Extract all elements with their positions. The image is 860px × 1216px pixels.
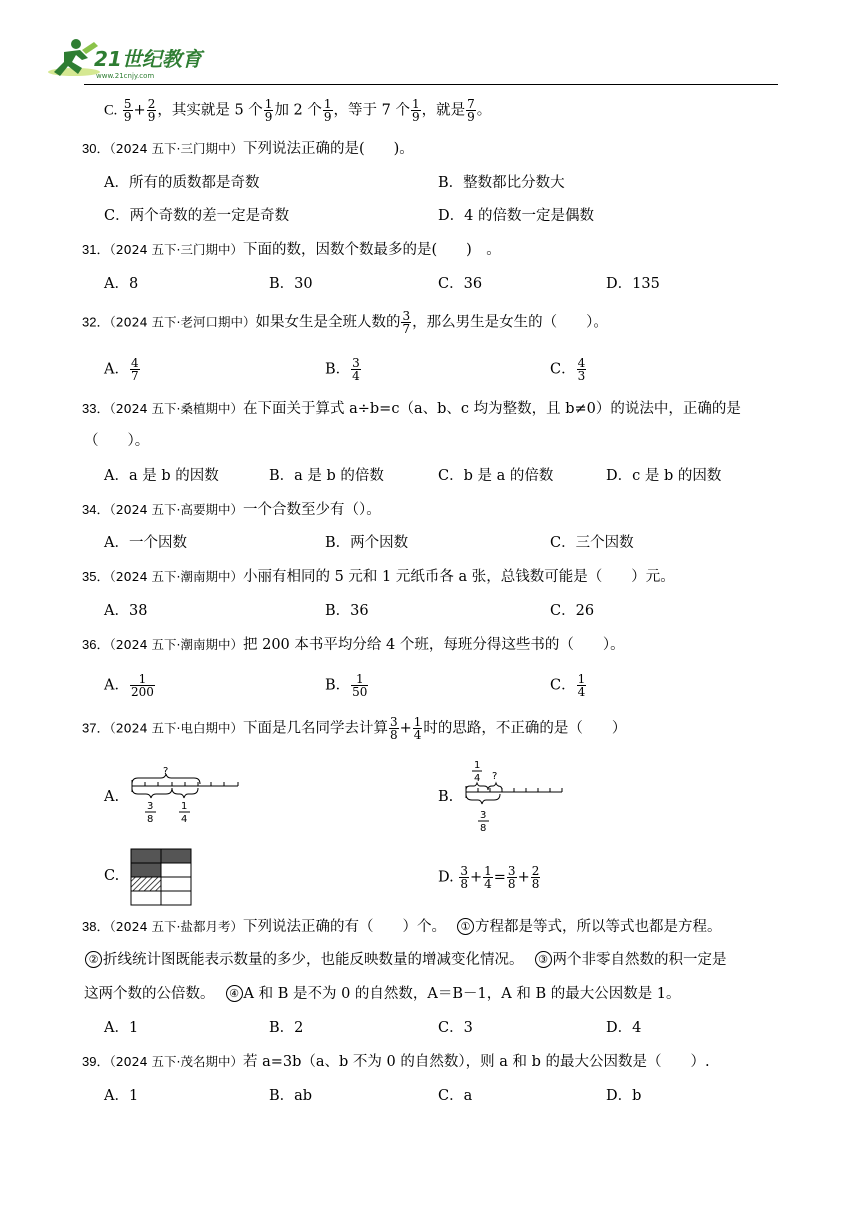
q33-option-a: A．a 是 b 的因数 (104, 468, 219, 484)
q37-option-c-grid (130, 848, 192, 906)
fraction: $\frac{5}{9}$ (123, 97, 132, 124)
q39-option-a: A．1 (104, 1088, 139, 1104)
svg-text:1: 1 (181, 801, 188, 812)
svg-text:8: 8 (147, 814, 154, 824)
fraction: $\frac{1}{9}$ (264, 97, 273, 124)
svg-text:8: 8 (480, 823, 487, 834)
fraction: $\frac{1}{4}$ (413, 715, 422, 742)
question-33-cont: （ ）。 (84, 433, 150, 449)
q37-option-a-label: A. (104, 789, 120, 805)
q37-option-b-label: B. (438, 789, 454, 805)
q38-option-d: D．4 (606, 1020, 642, 1036)
q31-option-b: B．30 (269, 276, 313, 292)
q35-option-b: B．36 (325, 603, 369, 619)
q38-option-a: A．1 (104, 1020, 139, 1036)
q39-option-c: C．a (438, 1088, 473, 1104)
q30-option-c: C．两个奇数的差一定是奇数 (104, 208, 290, 224)
question-36: 36．（2024 五下·潮南期中）把 200 本书平均分给 4 个班，每班分得这些书的（ ）。 (82, 637, 625, 653)
svg-text:3: 3 (147, 801, 154, 812)
svg-text:3: 3 (480, 810, 487, 821)
q30-option-a: A．所有的质数都是奇数 (104, 175, 260, 191)
q29-option-c: C. $\frac{5}{9}$ + $\frac{2}{9}$ ，其实就是 5 个 $\frac{1}{9}$ 加 2 个 $\frac{1}{9}$ ，等于 7 个 $\frac{1}{9}$ ，就是 $\frac{7}{9}$ 。 (104, 97, 492, 124)
fraction: $\frac{3}{8}$ (389, 715, 398, 742)
q36-option-c: C． $\frac{1}{4}$ (550, 672, 586, 699)
question-38-statement-3: 这两个数的公倍数。 ④ A 和 B 是不为 0 的自然数，A＝B－1，A 和 B 的最大公因数是 1。 (84, 986, 681, 1002)
q37-option-c-label: C. (104, 868, 120, 884)
q37-option-d: D. $\frac{3}{8}$ + $\frac{1}{4}$ = $\frac{3}{8}$ + $\frac{2}{8}$ (438, 864, 540, 891)
header-divider (84, 84, 778, 85)
svg-text:?: ? (163, 766, 169, 777)
q32-option-c: C． $\frac{4}{3}$ (550, 356, 586, 383)
q31-option-d: D．135 (606, 276, 660, 292)
runner-logo-icon (42, 36, 217, 82)
q30-option-b: B．整数都比分数大 (438, 175, 565, 191)
fraction: $\frac{7}{9}$ (467, 97, 475, 124)
question-38-statement-2: ② 折线统计图既能表示数量的多少，也能反映数量的增减变化情况。 ③ 两个非零自然数的积一定是 (84, 949, 727, 971)
question-32: 32．（2024 五下·老河口期中）如果女生是全班人数的 $\frac{3}{7}$ ，那么男生是女生的（ ）。 (82, 309, 608, 336)
q38-option-b: B．2 (269, 1020, 304, 1036)
q32-option-b: B． $\frac{3}{4}$ (325, 356, 360, 383)
q35-option-c: C．26 (550, 603, 595, 619)
q34-option-a: A．一个因数 (104, 535, 187, 551)
svg-text:?: ? (492, 771, 498, 782)
fraction: $\frac{1}{9}$ (411, 97, 420, 124)
question-35: 35．（2024 五下·潮南期中）小丽有相同的 5 元和 1 元纸币各 a 张，总钱数可能是（ ）元。 (82, 569, 675, 585)
question-30: 30．（2024 五下·三门期中）下列说法正确的是( )。 (82, 141, 414, 157)
svg-text:4: 4 (181, 814, 188, 824)
page-header (42, 36, 782, 88)
question-38: 38．（2024 五下·盐都月考）下列说法正确的有（ ）个。 ① 方程都是等式，所以等式也都是方程。 (82, 919, 722, 935)
question-33: 33．（2024 五下·桑植期中）在下面关于算式 a÷b=c（a、b、c 均为整数，且 b≠0）的说法中，正确的是 (82, 401, 741, 417)
logo (42, 36, 217, 82)
fraction: $\frac{3}{7}$ (402, 309, 411, 336)
q33-option-d: D．c 是 b 的因数 (606, 468, 722, 484)
q34-option-c: C．三个因数 (550, 535, 634, 551)
q32-option-a: A． $\frac{4}{7}$ (104, 356, 139, 383)
q34-option-b: B．两个因数 (325, 535, 409, 551)
q36-option-b: B． $\frac{1}{50}$ (325, 672, 368, 699)
q31-option-c: C．36 (438, 276, 483, 292)
q39-option-d: D．b (606, 1088, 642, 1104)
fraction: $\frac{1}{9}$ (323, 97, 332, 124)
fraction: $\frac{2}{9}$ (147, 97, 156, 124)
question-39: 39．（2024 五下·茂名期中）若 a=3b（a、b 不为 0 的自然数），则 a 和 b 的最大公因数是（ ）. (82, 1054, 710, 1070)
logo-url: www.21cnjy.com (96, 72, 155, 80)
q38-option-c: C．3 (438, 1020, 473, 1036)
q30-option-d: D．4 的倍数一定是偶数 (438, 208, 594, 224)
q35-option-a: A．38 (104, 603, 148, 619)
question-31: 31．（2024 五下·三门期中）下面的数，因数个数最多的是( ) 。 (82, 242, 501, 258)
question-37: 37．（2024 五下·电白期中）下面是几名同学去计算 $\frac{3}{8}$ + $\frac{1}{4}$ 时的思路，不正确的是（ ） (82, 715, 627, 742)
logo-text: 21世纪教育 (94, 47, 202, 71)
q37-option-a-diagram (128, 762, 243, 824)
q31-option-a: A．8 (104, 276, 139, 292)
q33-option-b: B．a 是 b 的倍数 (269, 468, 384, 484)
svg-text:1: 1 (474, 760, 481, 771)
q39-option-b: B．ab (269, 1088, 313, 1104)
svg-text:4: 4 (474, 773, 481, 784)
question-34: 34．（2024 五下·高要期中）一个合数至少有（）。 (82, 502, 381, 518)
q37-option-b-diagram (462, 758, 567, 834)
q36-option-a: A． $\frac{1}{200}$ (104, 672, 154, 699)
q33-option-c: C．b 是 a 的倍数 (438, 468, 554, 484)
